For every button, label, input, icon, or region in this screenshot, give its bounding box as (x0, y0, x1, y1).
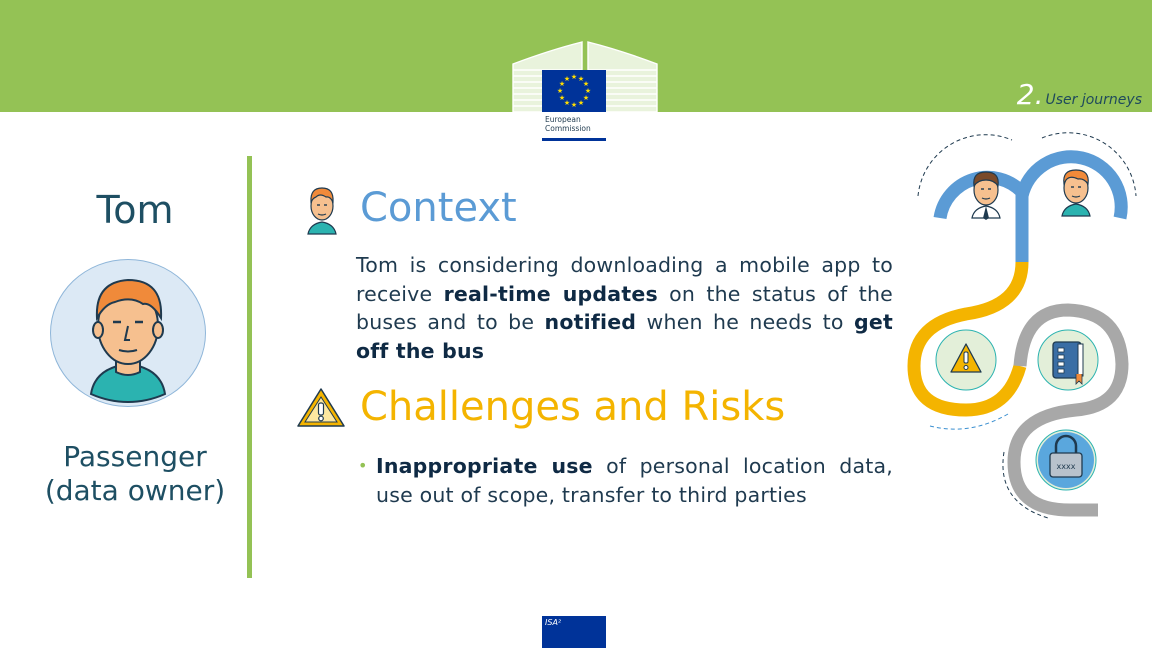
persona-role (30, 440, 240, 508)
context-bold-1: real-time updates (443, 281, 658, 306)
persona-role-line2: (data owner) (44, 474, 226, 507)
warning-badge-icon (936, 330, 996, 390)
context-text-2: on the status of the buses and to be (356, 281, 893, 334)
svg-text:★: ★ (582, 94, 590, 102)
person-avatar-icon (51, 260, 205, 406)
svg-text:★: ★ (584, 87, 592, 95)
context-text-3: when he needs to (636, 310, 854, 334)
avatar (50, 259, 206, 407)
context-bold-2: notified (544, 310, 637, 334)
person-passenger-icon (1062, 170, 1090, 216)
svg-text:★: ★ (558, 94, 566, 102)
svg-text:★: ★ (563, 99, 571, 107)
svg-text:★: ★ (582, 80, 590, 88)
rulebook-icon (1038, 330, 1098, 390)
svg-text:★: ★ (558, 80, 566, 88)
svg-text:★: ★ (570, 101, 578, 109)
section-number: 2. (1016, 78, 1044, 111)
context-bold-3: get off the bus (356, 310, 893, 363)
svg-text:★: ★ (556, 87, 564, 95)
risk-item-bold: Inappropriate use (376, 454, 593, 478)
person-icon (302, 182, 342, 238)
context-title: Context (360, 185, 517, 231)
logo-text-commission: Commission (545, 124, 591, 133)
bullet-icon: • (358, 456, 368, 475)
persona-role-line1: Passenger (63, 440, 207, 473)
context-text-1: Tom is considering downloading a mobile app to receive (356, 253, 893, 306)
padlock-icon (1036, 430, 1096, 490)
svg-text:★: ★ (570, 73, 578, 81)
persona-name: Tom (96, 188, 174, 232)
person-manager-icon (972, 172, 1000, 220)
section-label (1017, 78, 1142, 111)
risk-item-text (376, 452, 893, 509)
risk-item-detail: of personal location data, use out of scope, transfer to third parties (376, 454, 893, 507)
logo-text-european: European (545, 115, 581, 124)
isa-badge-text: ISA² (545, 618, 562, 627)
user-journey-illustration (900, 130, 1145, 525)
section-title: User journeys (1045, 92, 1142, 108)
vertical-divider (247, 156, 252, 578)
context-body (356, 251, 893, 365)
european-commission-logo (510, 38, 660, 144)
risk-list (358, 452, 893, 509)
risk-title: Challenges and Risks (360, 384, 786, 430)
warning-icon (295, 386, 347, 430)
list-item (358, 452, 893, 509)
isa-badge (542, 616, 606, 648)
lock-code: xxxx (1056, 462, 1076, 471)
svg-text:★: ★ (563, 75, 571, 83)
svg-text:★: ★ (577, 99, 585, 107)
svg-text:★: ★ (577, 75, 585, 83)
